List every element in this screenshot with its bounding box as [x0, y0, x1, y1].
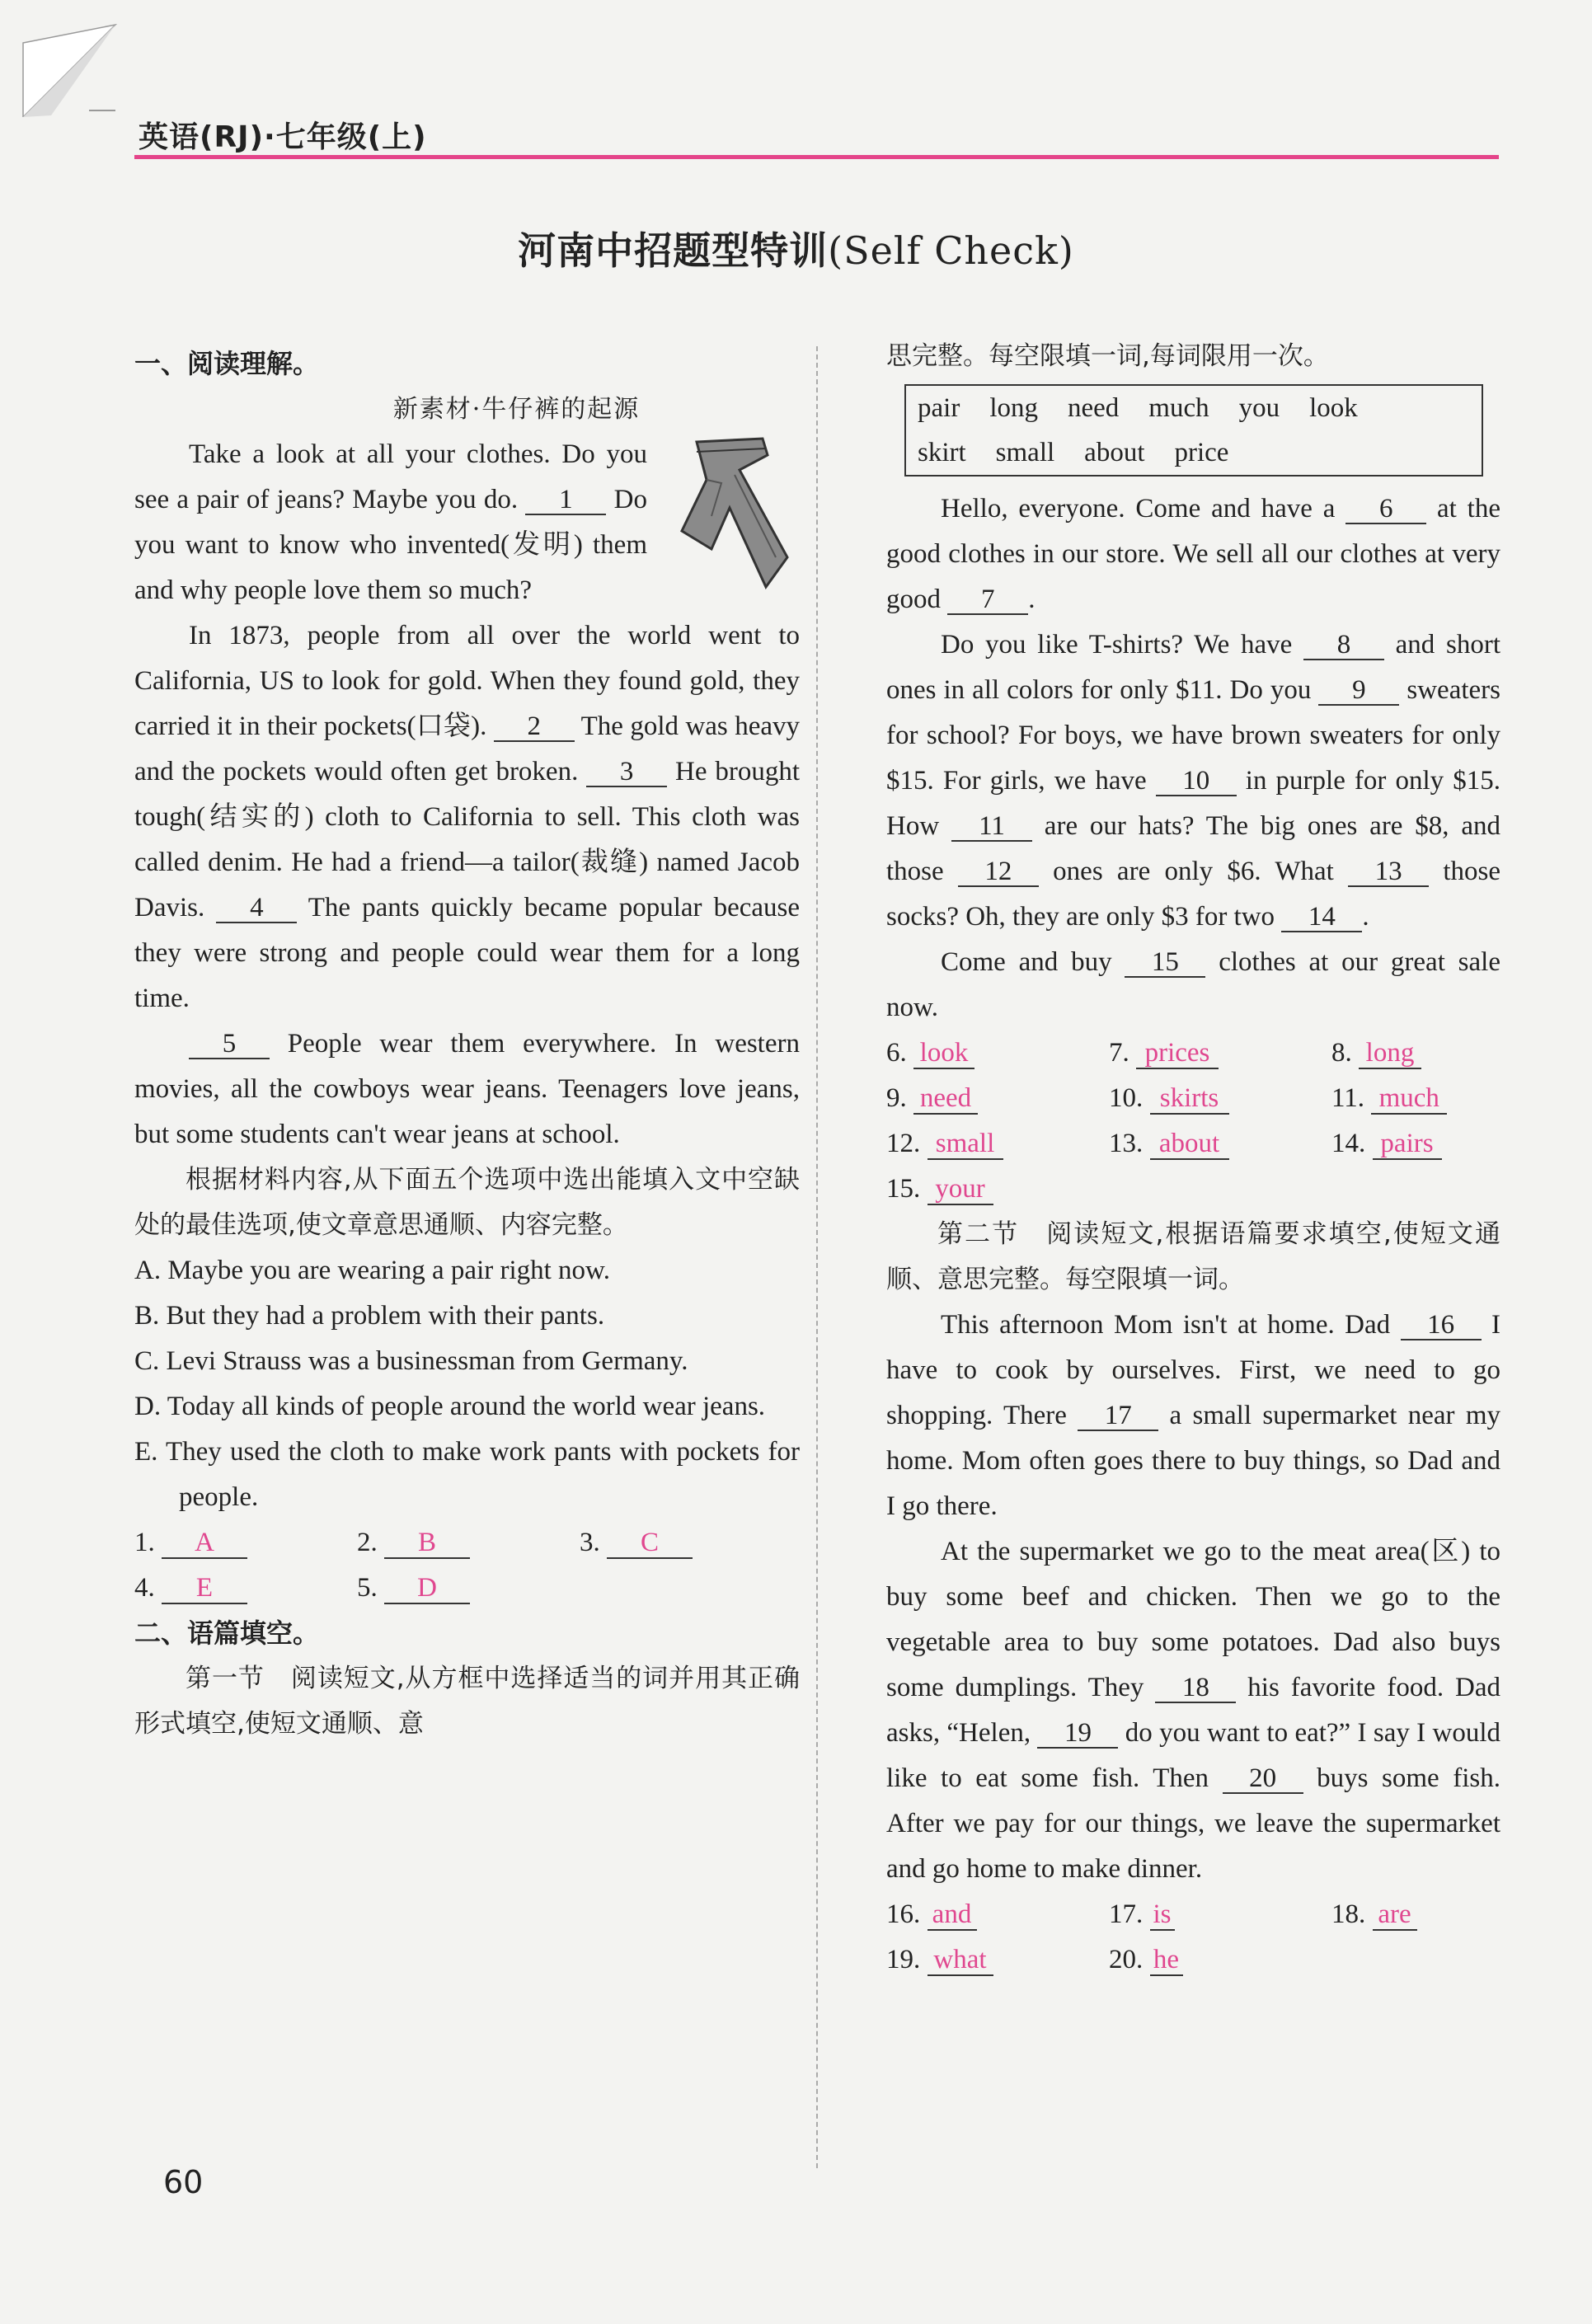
blank-1: 1 [525, 486, 606, 515]
title-en: (Self Check) [828, 228, 1074, 273]
passage1-intro [134, 432, 800, 613]
passage2-text: at the good clothes in our store. We sell all our clothes at very good [886, 494, 1500, 614]
passage1-p2-b: The gold was heavy and the pockets would often get broken. [134, 711, 800, 786]
column-divider [816, 346, 818, 2168]
blank-20: 20 [1223, 1764, 1303, 1794]
option-a: A. Maybe you are wearing a pair right now. [134, 1256, 611, 1285]
answer-value: is [1150, 1899, 1175, 1931]
answer-value: prices [1136, 1038, 1219, 1069]
answer-item: 11. much [1331, 1076, 1500, 1121]
passage2-text: Come and buy [941, 947, 1125, 977]
blank-19: 19 [1037, 1719, 1118, 1749]
answer-value: need [913, 1083, 978, 1115]
word-box [904, 384, 1483, 477]
answer-item: 8. long [1331, 1031, 1500, 1076]
passage1-text-b: Do you want to know who invented(发明) them and why people love them so much? [134, 485, 647, 605]
passage3-text: buys some fish. After we pay for our things, we leave the supermarket and go home to make dinner. [886, 1763, 1501, 1884]
book-header: 英语(RJ)·七年级(上) [139, 120, 427, 154]
word: much [1148, 393, 1209, 423]
page-title [0, 221, 1592, 275]
word: skirt [918, 438, 966, 467]
passage3-text: I have to cook by ourselves. First, we need to go shopping. There [886, 1310, 1500, 1430]
answer-item: 15. your [886, 1167, 1109, 1212]
passage3-text: This afternoon Mom isn't at home. Dad [941, 1310, 1401, 1340]
passage1-p2-a: In 1873, people from all over the world went to California, US to look for gold. When they found gold, they carried it in their pockets(口袋). [134, 621, 800, 741]
answer-value: E [162, 1573, 247, 1604]
title-cn: 河南中招题型特训 [518, 228, 829, 273]
answer-item: 3. C [580, 1520, 749, 1566]
passage3-text: do you want to eat?” I say I would like to eat some fish. Then [886, 1718, 1500, 1793]
blank-3: 3 [586, 758, 667, 787]
passage2-text: ones are only $6. What [1038, 857, 1349, 886]
option-b: B. But they had a problem with their pants. [134, 1301, 605, 1331]
passage2-text: in purple for only $15. How [886, 766, 1500, 841]
answer-value: pairs [1373, 1129, 1442, 1160]
passage1-p2-d: The pants quickly became popular because they were strong and people could wear them for a long time. [134, 893, 801, 1013]
answer-value: B [384, 1528, 470, 1559]
option-c: C. Levi Strauss was a businessman from Germany. [134, 1346, 688, 1376]
answer-value: what [927, 1945, 993, 1976]
part1-instruction-a: 第一节 阅读短文,从方框中选择适当的词并用其正确形式填空,使短文通顺、意 [134, 1664, 800, 1739]
answer-item: 9. need [886, 1076, 1109, 1121]
jeans-illustration-icon [664, 434, 800, 590]
answer-item: 2. B [357, 1520, 580, 1566]
word: need [1067, 393, 1120, 423]
answer-value: are [1373, 1899, 1417, 1931]
passage3-text: a small supermarket near my home. Mom often goes there to buy things, so Dad and I go there. [886, 1401, 1500, 1521]
answer-value: he [1150, 1945, 1183, 1976]
passage1-p3: People wear them everywhere. In western movies, all the cowboys wear jeans. Teenagers love jeans, but some students can't wear jeans at school. [134, 1029, 800, 1149]
blank-17: 17 [1078, 1401, 1158, 1431]
page-number: 60 [163, 2164, 204, 2200]
answer-item: 17. is [1109, 1892, 1331, 1937]
answer-item: 12. small [886, 1121, 1109, 1167]
section1-subtitle: 新素材·牛仔裤的起源 [392, 395, 641, 424]
passage2-text: . [1362, 902, 1369, 932]
blank-5: 5 [189, 1030, 270, 1059]
blank-9: 9 [1318, 676, 1399, 706]
blank-10: 10 [1156, 767, 1237, 796]
passage1-text-a: Take a look at all your clothes. Do you see a pair of jeans? Maybe you do. [134, 439, 647, 514]
answer-value: your [927, 1174, 993, 1205]
section1-answers [134, 1520, 800, 1611]
blank-13: 13 [1348, 857, 1429, 887]
answer-value: much [1371, 1083, 1447, 1115]
left-column [134, 341, 800, 1747]
page-curl-icon [18, 18, 117, 117]
word: long [989, 393, 1038, 423]
part1-answers [886, 1031, 1500, 1212]
word: pair [918, 393, 960, 423]
option-d: D. Today all kinds of people around the world wear jeans. [134, 1392, 766, 1421]
passage3-text: At the supermarket we go to the meat area(区) to buy some beef and chicken. Then we go to the vegetable area to buy some potatoes. Dad also buys some dumplings. They [886, 1537, 1500, 1702]
part2-instruction: 第二节 阅读短文,根据语篇要求填空,使短文通顺、意思完整。每空限填一词。 [886, 1219, 1500, 1294]
word: about [1084, 438, 1145, 467]
option-e: E. They used the cloth to make work pants with pockets for people. [134, 1437, 800, 1512]
passage2-text: clothes at our great sale now. [886, 947, 1500, 1022]
passage2-text: Hello, everyone. Come and have a [941, 494, 1346, 523]
blank-8: 8 [1303, 631, 1384, 660]
passage2-text: are our hats? The big ones are $8, and those [886, 811, 1500, 886]
section1-instruction: 根据材料内容,从下面五个选项中选出能填入文中空缺处的最佳选项,使文章意思通顺、内容完整。 [134, 1165, 800, 1240]
answer-value: C [607, 1528, 693, 1559]
part2-answers [886, 1892, 1500, 1983]
section1-heading: 一、阅读理解。 [134, 348, 320, 379]
blank-11: 11 [951, 812, 1032, 842]
blank-4: 4 [216, 894, 297, 923]
passage2-text: sweaters for school? For boys, we have brown sweaters for only $15. For girls, we have [886, 675, 1500, 796]
word: small [995, 438, 1055, 467]
answer-item: 1. A [134, 1520, 357, 1566]
header-rule [134, 155, 1499, 159]
answer-item: 7. prices [1109, 1031, 1331, 1076]
blank-16: 16 [1401, 1311, 1482, 1340]
answer-value: small [927, 1129, 1003, 1160]
option-list [134, 1248, 800, 1520]
answer-item: 5. D [357, 1566, 580, 1611]
passage2-text: and short ones in all colors for only $11. Do you [886, 630, 1500, 705]
passage1-p2-c: He brought tough(结实的) cloth to California to sell. This cloth was called denim. He had a friend—a tailor(裁缝) named Jacob Davis. [134, 757, 800, 923]
answer-item: 10. skirts [1109, 1076, 1331, 1121]
passage2-text: . [1028, 585, 1036, 614]
blank-12: 12 [958, 857, 1039, 887]
word: look [1309, 393, 1358, 423]
blank-6: 6 [1345, 495, 1426, 524]
answer-value: look [913, 1038, 974, 1069]
answer-value: and [927, 1899, 977, 1931]
blank-15: 15 [1125, 948, 1205, 978]
answer-item: 20. he [1109, 1937, 1331, 1983]
word: price [1174, 438, 1229, 467]
answer-value: long [1359, 1038, 1421, 1069]
answer-value: A [162, 1528, 247, 1559]
answer-item: 16. and [886, 1892, 1109, 1937]
answer-value: skirts [1150, 1083, 1229, 1115]
passage3-text: his favorite food. Dad asks, “Helen, [886, 1673, 1501, 1748]
answer-item: 6. look [886, 1031, 1109, 1076]
blank-2: 2 [494, 712, 575, 742]
blank-7: 7 [947, 585, 1028, 615]
part1-instruction-b: 思完整。每空限填一词,每词限用一次。 [886, 341, 1329, 371]
answer-item: 18. are [1331, 1892, 1500, 1937]
blank-18: 18 [1155, 1674, 1236, 1703]
answer-item: 19. what [886, 1937, 1109, 1983]
passage2-text: those socks? Oh, they are only $3 for two [886, 857, 1500, 932]
answer-item: 14. pairs [1331, 1121, 1500, 1167]
right-column [886, 334, 1500, 1983]
blank-14: 14 [1281, 903, 1362, 932]
answer-value: about [1150, 1129, 1229, 1160]
section2-heading: 二、语篇填空。 [134, 1617, 320, 1649]
answer-value: D [384, 1573, 470, 1604]
answer-item: 13. about [1109, 1121, 1331, 1167]
word: you [1238, 393, 1280, 423]
answer-item: 4. E [134, 1566, 357, 1611]
passage2-text: Do you like T-shirts? We have [941, 630, 1303, 660]
